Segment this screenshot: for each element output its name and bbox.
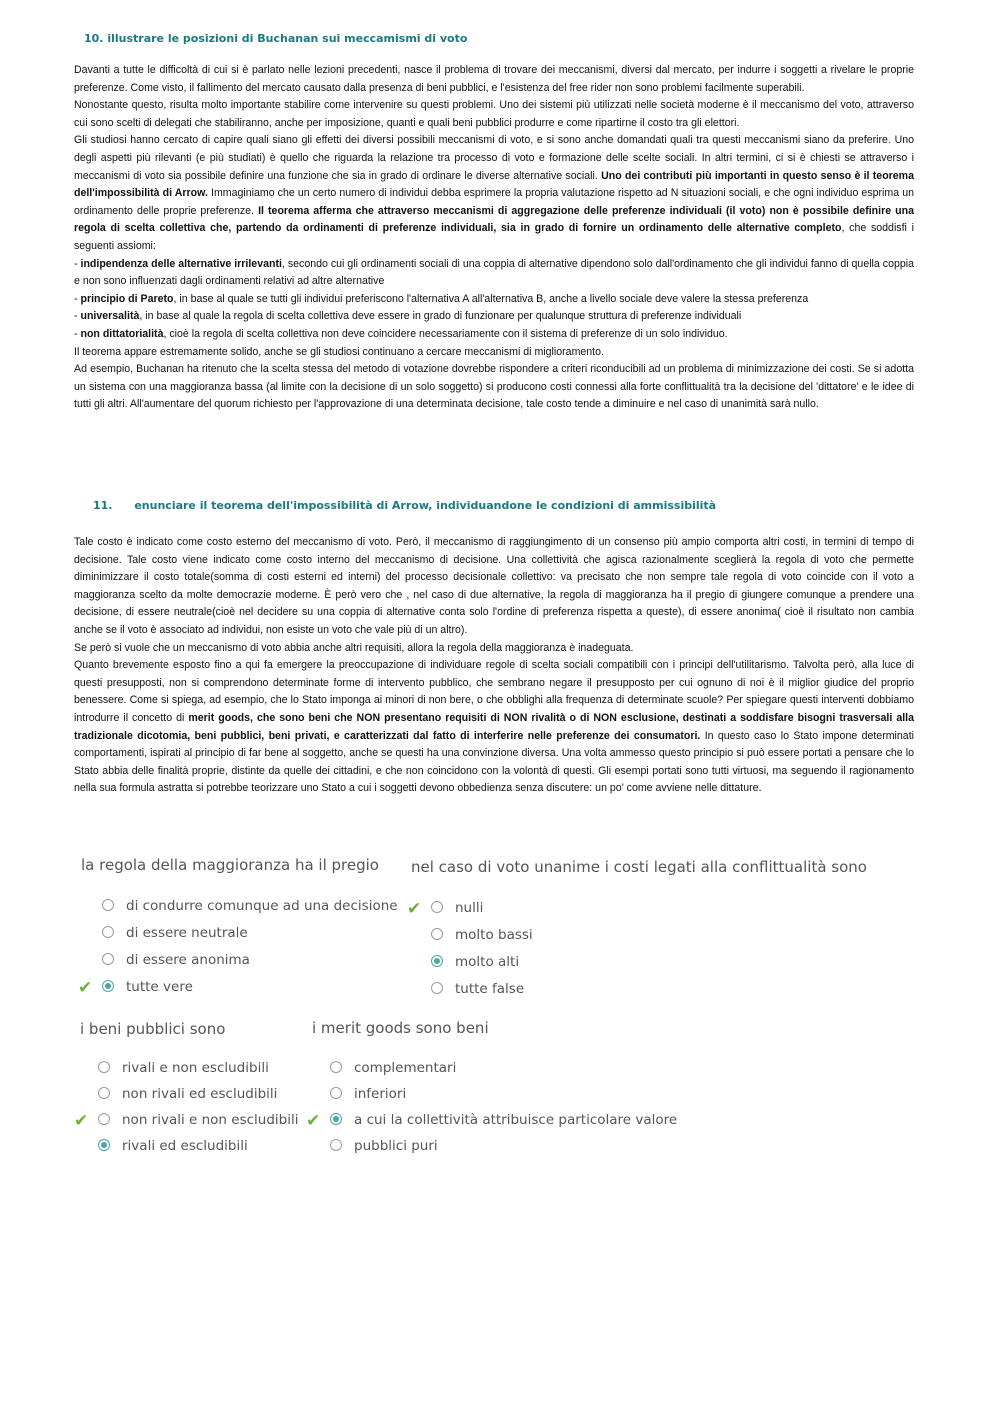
quiz-merit-goods (306, 1019, 678, 1164)
radio-button-icon[interactable] (98, 1113, 110, 1125)
option-label: molto alti (455, 954, 520, 970)
quiz-option[interactable] (98, 1086, 299, 1112)
text-run: Tale costo è indicato come costo esterno del meccanismo di voto. Però, il meccanismo di raggiungimento di un consenso più ampio comporta altri costi, in termini di tempo di decisione. Tale costo viene indicato come costo interno del meccanismo di decisione. Una collettività che agisca razionalmente sceglierà la regola di voto che permette diminimizzare il costo totale(somma di costi esterni ed interni) del processo decisionale collettivo: va precisato che non sempre tale regola di voto coincide con il voto a maggioranza scelto da molte democrazie moderne. È però vero che , nel caso di due alternative, la regola di maggioranza ha il pregio di giungere comunque a prendere una decisione, di essere neutrale(cioè nel decidere su una coppia di alternative conta solo l'ordine di preferenza rispetta a queste), di essere anonima( cioè il risultato non cambia anche se il voto è associato ad individui, non esiste un voto che vale più di un altro). (74, 536, 914, 636)
quiz-option[interactable] (431, 954, 867, 981)
radio-button-icon[interactable] (330, 1061, 342, 1073)
option-label: di essere anonima (126, 952, 250, 968)
text-run: Davanti a tutte le difficoltà di cui si è parlato nelle lezioni precedenti, nasce il problema di trovare dei meccanismi, diversi dal mercato, per indurre i soggetti a rivelare le proprie preferenze. Come visto, il fallimento del mercato causato dalla presenza di beni pubblici, e l'esistenza del free rider non sono problemi facilmente superabili. (74, 64, 914, 94)
option-label: tutte false (455, 981, 525, 997)
radio-button-icon[interactable] (102, 980, 114, 992)
section-10-heading: 10. illustrare le posizioni di Buchanan sui meccamismi di voto (84, 32, 468, 45)
quiz-option[interactable] (431, 927, 867, 954)
quiz-option[interactable] (78, 978, 398, 1006)
option-label: non rivali e non escludibili (122, 1112, 299, 1128)
bold-text: principio di Pareto (80, 292, 174, 305)
text-run: , in base al quale se tutti gli individui preferiscono l'alternativa A all'alternativa B, anche a livello sociale deve valere la stessa preferenza (173, 292, 809, 305)
quiz-option[interactable] (102, 925, 398, 952)
radio-button-icon[interactable] (431, 982, 443, 994)
text-run: Immaginiamo che un certo numero di individui debba esprimere la propria valutazione rispetto ad N situazioni sociali, e che ogni individuo esprima un ordinamento delle proprie preferenze. (74, 187, 914, 217)
quiz-option[interactable] (98, 1138, 299, 1164)
paragraph (74, 62, 914, 97)
option-label: pubblici puri (354, 1138, 438, 1154)
quiz-option[interactable] (330, 1138, 677, 1164)
quiz-option[interactable] (102, 898, 398, 925)
quiz-question: nel caso di voto unanime i costi legati alla conflittualità sono (411, 858, 867, 876)
text-run: - (74, 310, 81, 323)
quiz-option[interactable] (330, 1086, 677, 1112)
section-11-body (74, 534, 914, 798)
text-run: , cioè la regola di scelta collettiva non deve coincidere necessariamente con il sistema di preferenze di un solo individuo. (163, 327, 728, 340)
radio-button-icon[interactable] (102, 926, 114, 938)
bold-text: Il teorema afferma che attraverso meccanismi di aggregazione delle preferenze individuali (il voto) non è possibile definire una regola di scelta collettiva che, partendo da ordinamenti di preferenze individuali, sia in grado di fornire un ordinamento delle alternative completo (74, 204, 914, 235)
option-label: inferiori (354, 1086, 407, 1102)
option-label: nulli (455, 900, 484, 916)
text-run: Ad esempio, Buchanan ha ritenuto che la scelta stessa del metodo di votazione dovrebbe rispondere a criteri riconducibili ad un problema di minimizzazione dei costi. Se si adotta un sistema con una maggioranza bassa (al limite con la decisione di un solo soggetto) si producono costi connessi alla forte conflittualità tra la decisione del 'dittatore' e le idee di tutti gli altri. All'aumentare del quorum richiesto per l'approvazione di una determinata decisione, tale costo tende a diminuire e nel caso di unanimità sarà nullo. (74, 363, 914, 411)
radio-button-icon[interactable] (102, 953, 114, 965)
option-label: tutte vere (126, 979, 193, 995)
quiz-option[interactable] (74, 1111, 299, 1138)
paragraph (74, 640, 914, 658)
radio-button-icon[interactable] (102, 899, 114, 911)
bold-text: indipendenza delle alternative irrilevanti (80, 257, 282, 270)
quiz-unanimous-vote (407, 858, 867, 1008)
option-label: di essere neutrale (126, 925, 248, 941)
bold-text: non dittatorialità (80, 327, 164, 340)
radio-button-icon[interactable] (98, 1087, 110, 1099)
option-label: non rivali ed escludibili (122, 1086, 278, 1102)
radio-button-icon[interactable] (330, 1139, 342, 1151)
radio-button-icon[interactable] (98, 1139, 110, 1151)
paragraph (74, 657, 914, 798)
quiz-majority-rule (78, 856, 398, 1006)
section-11-title: enunciare il teorema dell'impossibilità di Arrow, individuandone le condizioni di ammissibilità (134, 499, 717, 512)
text-run: - (74, 327, 81, 340)
option-label: di condurre comunque ad una decisione (126, 898, 398, 914)
text-run: , in base al quale la regola di scelta collettiva deve essere in grado di funzionare per qualunque struttura di preferenze individuali (139, 310, 742, 323)
check-mark-icon: ✔ (74, 1111, 89, 1131)
radio-button-icon[interactable] (330, 1113, 342, 1125)
paragraph (74, 361, 914, 414)
paragraph (74, 534, 914, 640)
bold-text: merit goods, che sono beni che NON presentano requisiti di NON rivalità o di NON esclusione, destinati a soddisfare bisogni trasversali alla tradizionale dicotomia, beni pubblici, beni privati, e caratterizzati dal fatto di interferire nelle preferenze dei consumatori. (74, 711, 914, 742)
text-run: In questo caso lo Stato impone determinati comportamenti, ispirati al principio di far bene al soggetto, anche se questi ha una convinzione diversa. Una volta ammesso questo principio si può essere portati a pensare che lo Stato abbia delle finalità proprie, distinte da quelle dei cittadini, e che non coincidono con la volontà di questi. Gli esempi portati sono tutti virtuosi, ma seguendo il ragionamento nella sua formula astratta si potrebbe teorizzare uno Stato a cui i soggetti devono obbedienza senza discutere: un po' come avviene nelle dittature. (74, 729, 914, 795)
text-run: Nonostante questo, risulta molto importante stabilire come intervenire su questi problemi. Uno dei sistemi più utilizzati nelle società moderne è il meccanismo del voto, attraverso cui sono scelti di delegati che stabiliranno, anche per imposizione, quanti e quali beni pubblici produrre e come ripartirne il costo tra gli elettori. (74, 99, 914, 129)
quiz-option[interactable] (431, 981, 867, 1008)
option-label: rivali ed escludibili (122, 1138, 248, 1154)
paragraph (74, 344, 914, 362)
quiz-public-goods (74, 1020, 299, 1164)
quiz-options (78, 898, 398, 1006)
quiz-option[interactable] (98, 1060, 299, 1086)
section-10-body (74, 62, 914, 414)
option-label: rivali e non escludibili (122, 1060, 269, 1076)
quiz-option[interactable] (407, 899, 867, 927)
paragraph (74, 97, 914, 132)
text-run: Il teorema appare estremamente solido, anche se gli studiosi continuano a cercare meccanismi di miglioramento. (74, 345, 604, 358)
option-label: complementari (354, 1060, 457, 1076)
text-run: , che soddisfi i seguenti assiomi: (74, 222, 914, 252)
radio-button-icon[interactable] (330, 1087, 342, 1099)
check-mark-icon: ✔ (78, 978, 93, 998)
bold-text: universalità (80, 310, 140, 323)
text-run: Gli studiosi hanno cercato di capire quali siano gli effetti dei diversi possibili meccanismi di voto, e si sono anche domandati quali tra questi meccanismi siano da preferire. Uno degli aspetti più rilevanti (e più studiati) è quello che riguarda la relazione tra processo di voto e formazione delle scelte sociali. In altri termini, ci si è chiesti se attraverso i meccanismi di voto sia possibile definire una funzione che sia in grado di ordinare le diverse alternative sociali. (74, 134, 914, 182)
quiz-option[interactable] (306, 1111, 678, 1138)
text-run: - (74, 292, 81, 305)
radio-button-icon[interactable] (431, 928, 443, 940)
quiz-option[interactable] (330, 1060, 677, 1086)
section-11-heading (93, 499, 716, 512)
radio-button-icon[interactable] (431, 955, 443, 967)
quiz-options (407, 899, 867, 1008)
paragraph (74, 256, 914, 291)
radio-button-icon[interactable] (98, 1061, 110, 1073)
radio-button-icon[interactable] (431, 901, 443, 913)
check-mark-icon: ✔ (407, 899, 422, 919)
quiz-question: la regola della maggioranza ha il pregio (81, 856, 379, 874)
quiz-question: i beni pubblici sono (80, 1020, 226, 1038)
text-run: - (74, 257, 81, 270)
paragraph (74, 291, 914, 309)
check-mark-icon: ✔ (306, 1111, 321, 1131)
option-label: molto bassi (455, 927, 533, 943)
paragraph (74, 308, 914, 326)
paragraph (74, 326, 914, 344)
quiz-question: i merit goods sono beni (312, 1019, 489, 1037)
paragraph (74, 132, 914, 255)
bold-text: Uno dei contributi più importanti in questo senso è il teorema dell'impossibilità di Arrow. (74, 169, 914, 200)
quiz-option[interactable] (102, 952, 398, 979)
text-run: , secondo cui gli ordinamenti sociali di una coppia di alternative dipendono solo dall'ordinamento che gli individui fanno di quella coppia e non sono influenzati dagli ordinamenti relativi ad altre alternative (74, 257, 914, 288)
section-11-number: 11. (93, 499, 113, 512)
quiz-options (74, 1060, 299, 1164)
option-label: a cui la collettività attribuisce particolare valore (354, 1112, 678, 1128)
quiz-options (306, 1060, 678, 1164)
text-run: Se però si vuole che un meccanismo di voto abbia anche altri requisiti, allora la regola della maggioranza è inadeguata. (74, 641, 634, 654)
text-run: Quanto brevemente esposto fino a qui fa emergere la preoccupazione di individuare regole di scelta sociali compatibili con i principi dell'utilitarismo. Talvolta però, alla luce di questi presupposti, non si comprendono determinate forme di intervento pubblico, che sembrano negare il presupposto per cui ognuno di noi è il miglior giudice del proprio benessere. Come si spiega, ad esempio, che lo Stato imponga ai minori di non bere, o che obblighi alla frequenza di determinate scuole? Per spiegare questi interventi dobbiamo introdurre il concetto di (74, 659, 914, 724)
